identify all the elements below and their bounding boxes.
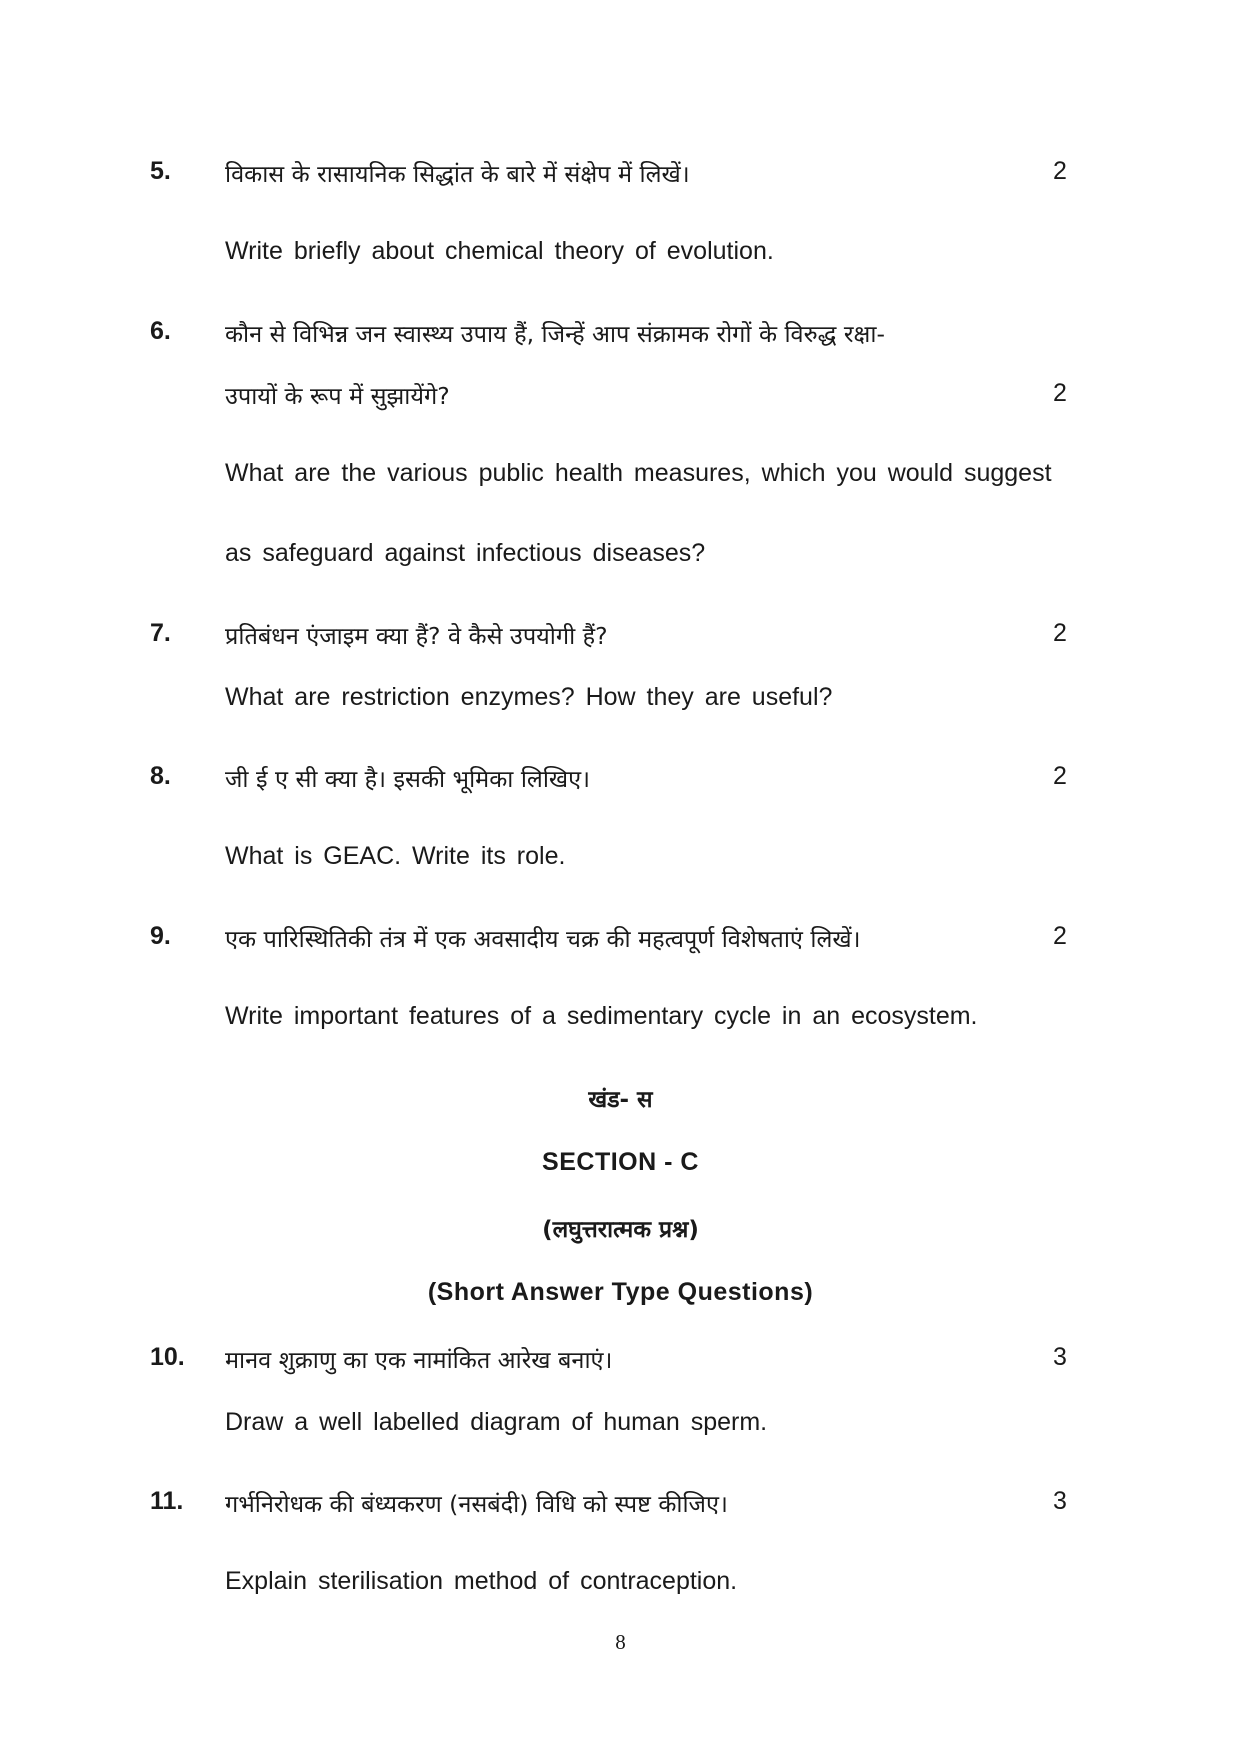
question-number: 10. [150,1343,185,1371]
question-marks: 2 [1053,619,1067,647]
section-hindi-title: खंड- स [588,1087,653,1113]
question-number: 8. [150,762,171,790]
question-english-text: Write briefly about chemical theory of evolution. [225,237,774,265]
question-english-text: as safeguard against infectious diseases? [225,539,706,567]
question-number: 9. [150,922,171,950]
question-marks: 2 [1053,762,1067,790]
question-marks: 3 [1053,1343,1067,1371]
question-marks: 2 [1053,379,1067,407]
question-marks: 2 [1053,922,1067,950]
question-hindi-text: मानव शुक्राणु का एक नामांकित आरेख बनाएं। [225,1346,613,1374]
question-number: 5. [150,157,171,185]
question-marks: 3 [1053,1487,1067,1515]
question-english-text: Explain sterilisation method of contraception. [225,1567,738,1595]
question-hindi-text: प्रतिबंधन एंजाइम क्या हैं? वे कैसे उपयोगी हैं? [225,622,608,650]
section-english-subtitle: (Short Answer Type Questions) [427,1278,814,1306]
question-hindi-text: जी ई ए सी क्या है। इसकी भूमिका लिखिए। [225,765,591,793]
page-number: 8 [615,1630,626,1654]
question-hindi-text: कौन से विभिन्न जन स्वास्थ्य उपाय हैं, जिन्हें आप संक्रामक रोगों के विरुद्ध रक्षा- [225,320,885,348]
question-hindi-text: उपायों के रूप में सुझायेंगे? [225,382,450,410]
question-hindi-text: गर्भनिरोधक की बंध्यकरण (नसबंदी) विधि को स्पष्ट कीजिए। [225,1490,728,1518]
question-english-text: Draw a well labelled diagram of human sperm. [225,1408,768,1436]
question-hindi-text: विकास के रासायनिक सिद्धांत के बारे में संक्षेप में लिखें। [225,160,690,188]
question-number: 7. [150,619,171,647]
question-number: 6. [150,317,171,345]
question-number: 11. [150,1487,184,1515]
question-english-text: What are the various public health measures, which you would suggest [225,459,1052,487]
question-hindi-text: एक पारिस्थितिकी तंत्र में एक अवसादीय चक्र की महत्वपूर्ण विशेषताएं लिखें। [225,925,861,953]
section-hindi-subtitle: (लघुत्तरात्मक प्रश्न) [542,1217,699,1243]
section-english-title: SECTION - C [542,1148,699,1176]
question-english-text: What are restriction enzymes? How they are useful? [225,683,833,711]
question-marks: 2 [1053,157,1067,185]
question-english-text: What is GEAC. Write its role. [225,842,566,870]
question-english-text: Write important features of a sedimentary cycle in an ecosystem. [225,1002,978,1030]
